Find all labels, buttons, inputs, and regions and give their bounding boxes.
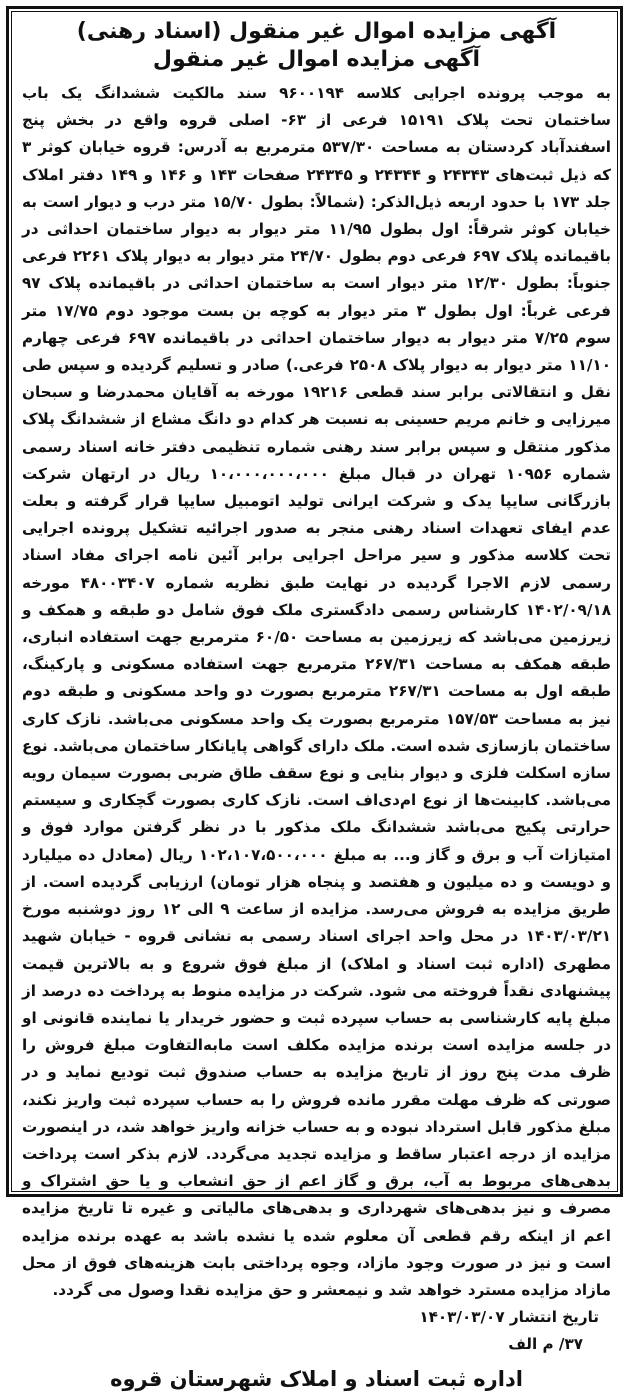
notice-body: به موجب پرونده اجرایی کلاسه ۹۶۰۰۱۹۴ سند مالکیت ششدانگ یک باب ساختمان تحت پلاک ۱۵۱۹۱ فرعی از ۶۳- اصلی قروه واقع در بخش پنج اسفندآباد کردستان به مساحت ۵۳۷/۳۰ مترمربع به آدرس: قروه خیابان کوثر ۳ که ذیل ثبت‌های ۲۴۳۴۳ و ۲۴۳۴۴ و ۲۴۳۴۵ صفحات ۱۴۳ و ۱۴۶ و ۱۴۹ دفتر املاک جلد ۱۷۳ با حدود اربعه ذیل‌الذکر: (شمالاً: بطول ۱۵/۷۰ متر درب و دیوار است به خیابان کوثر شرقاً: اول بطول ۱۱/۹۵ متر دیوار به دیوار ساختمان احداثی در باقیمانده پلاک ۶۹۷ فرعی دوم بطول ۲۴/۷۰ متر دیوار به دیوار پلاک ۲۲۶۱ فرعی جنوباً: بطول ۱۲/۳۰ متر دیوار است به ساختمان احداثی در باقیمانده پلاک ۹۷ فرعی غرباً: اول بطول ۳ متر دیوار به کوچه بن بست موجود دوم ۱۷/۷۵ متر سوم ۷/۲۵ متر دیوار به دیوار ساختمان احداثی در باقیمانده ۶۹۷ فرعی چهارم ۱۱/۱۰ متر دیوار به دیوار پلاک ۲۵۰۸ فرعی.) صادر و تسلیم گردیده و سپس طی نقل و انتقالاتی برابر سند قطعی ۱۹۲۱۶ مورخه به آقایان محمدرضا و سبحان میرزایی و خانم مریم حسینی به نسبت هر کدام دو دانگ مشاع از ششدانگ پلاک مذکور منتقل و سپس برابر سند رهنی شماره تنظیمی دفتر خانه اسناد رسمی شماره ۱۰۹۵۶ تهران در قبال مبلغ ۱۰،۰۰۰،۰۰۰،۰۰۰ ریال در ارتهان شرکت بازرگانی سایپا یدک و شرکت ایرانی تولید اتومبیل سایپا قرار گرفته و بعلت عدم ایفای تعهدات اسناد رهنی منجر به صدور اجرائیه تشکیل پرونده اجرایی تحت کلاسه مذکور و سیر مراحل اجرایی برابر آئین نامه اجرای مفاد اسناد رسمی لازم الاجرا گردیده در نهایت طبق نظریه شماره ۴۸۰۰۳۴۰۷ مورخه ۱۴۰۲/۰۹/۱۸ کارشناس رسمی دادگستری ملک فوق شامل دو طبقه و همکف و زیرزمین می‌باشد که زیرزمین به مساحت ۶۰/۵۰ مترمربع جهت استفاده انباری، طبقه همکف به مساحت ۲۶۷/۳۱ مترمربع جهت استفاده مسکونی و پارکینگ، طبقه اول به مساحت ۲۶۷/۳۱ مترمربع بصورت دو واحد مسکونی و طبقه دوم نیز به مساحت ۱۵۷/۵۳ مترمربع بصورت یک واحد مسکونی می‌باشد. نازک کاری ساختمان بازسازی شده است. ملک دارای گواهی پایانکار ساختمان می‌باشد. نوع سازه اسکلت فلزی و دیوار بنایی و نوع سقف طاق ضربی بصورت سیمان رویه می‌باشد. کابینت‌ها از نوع ام‌دی‌اف است. نازک کاری بصورت گچکاری و سیستم حرارتی پکیج می‌باشد ششدانگ ملک مذکور با در نظر گرفتن موارد فوق و امتیازات آب و برق و گاز و... به مبلغ ۱۰۲،۱۰۷،۵۰۰،۰۰۰ ریال (معادل ده میلیارد و دویست و ده میلیون و هفتصد و پنجاه هزار تومان) ارزیابی گردیده است. از طریق مزایده به فروش می‌رسد. مزایده از ساعت ۹ الی ۱۲ روز دوشنبه مورخ ۱۴۰۳/۰۳/۲۱ در محل واحد اجرای اسناد رسمی به نشانی قروه - خیابان شهید مطهری (اداره ثبت اسناد و املاک) از مبلغ فوق شروع و به بالاترین قیمت پیشنهادی نقداً فروخته می شود. شرکت در مزایده منوط به پرداخت ده درصد از مبلغ پایه کارشناسی به حساب سپرده ثبت و حضور خریدار یا نماینده قانونی او در جلسه مزایده است برنده مزایده مکلف است مابه‌التفاوت مبلغ فروش را ظرف مدت پنج روز از تاریخ مزایده به حساب صندوق ثبت تودیع نماید و در صورتی که ظرف مهلت مقرر مانده فروش را به حساب سپرده ثبت واریز نکند، مبلغ مذکور قابل استرداد نبوده و به حساب خزانه واریز خواهد شد، در اینصورت مزایده از درجه اعتبار ساقط و مزایده تجدید می‌گردد. لازم بذکر است پرداخت بدهی‌های مربوط به آب، برق و گاز اعم از حق انشعاب و یا حق اشتراک و مصرف و نیز بدهی‌های شهرداری و بدهی‌های مالیاتی و غیره تا تاریخ مزایده اعم از اینکه رقم قطعی آن معلوم شده یا نشده باشد به عهده برنده مزایده است و نیز در صورت وجود مازاد، وجوه پرداختی بابت هزینه‌های فوق از محل مازاد مزایده مسترد خواهد شد و نیمعشر و حق مزایده نقدا وصول می گردد. [22, 84, 612, 1299]
reference-number: ۳۷/ م الف [508, 1335, 583, 1354]
notice-title: آگهی مزایده اموال غیر منقول (اسناد رهنی) [76, 19, 557, 44]
auction-notice [20, 18, 613, 1394]
publication-date: تاریخ انتشار ۱۴۰۳/۰۳/۰۷ [419, 1308, 599, 1327]
issuing-office: اداره ثبت اسناد و املاک شهرستان قروه [110, 1367, 523, 1392]
notice-subtitle: آگهی مزایده اموال غیر منقول [152, 47, 481, 72]
